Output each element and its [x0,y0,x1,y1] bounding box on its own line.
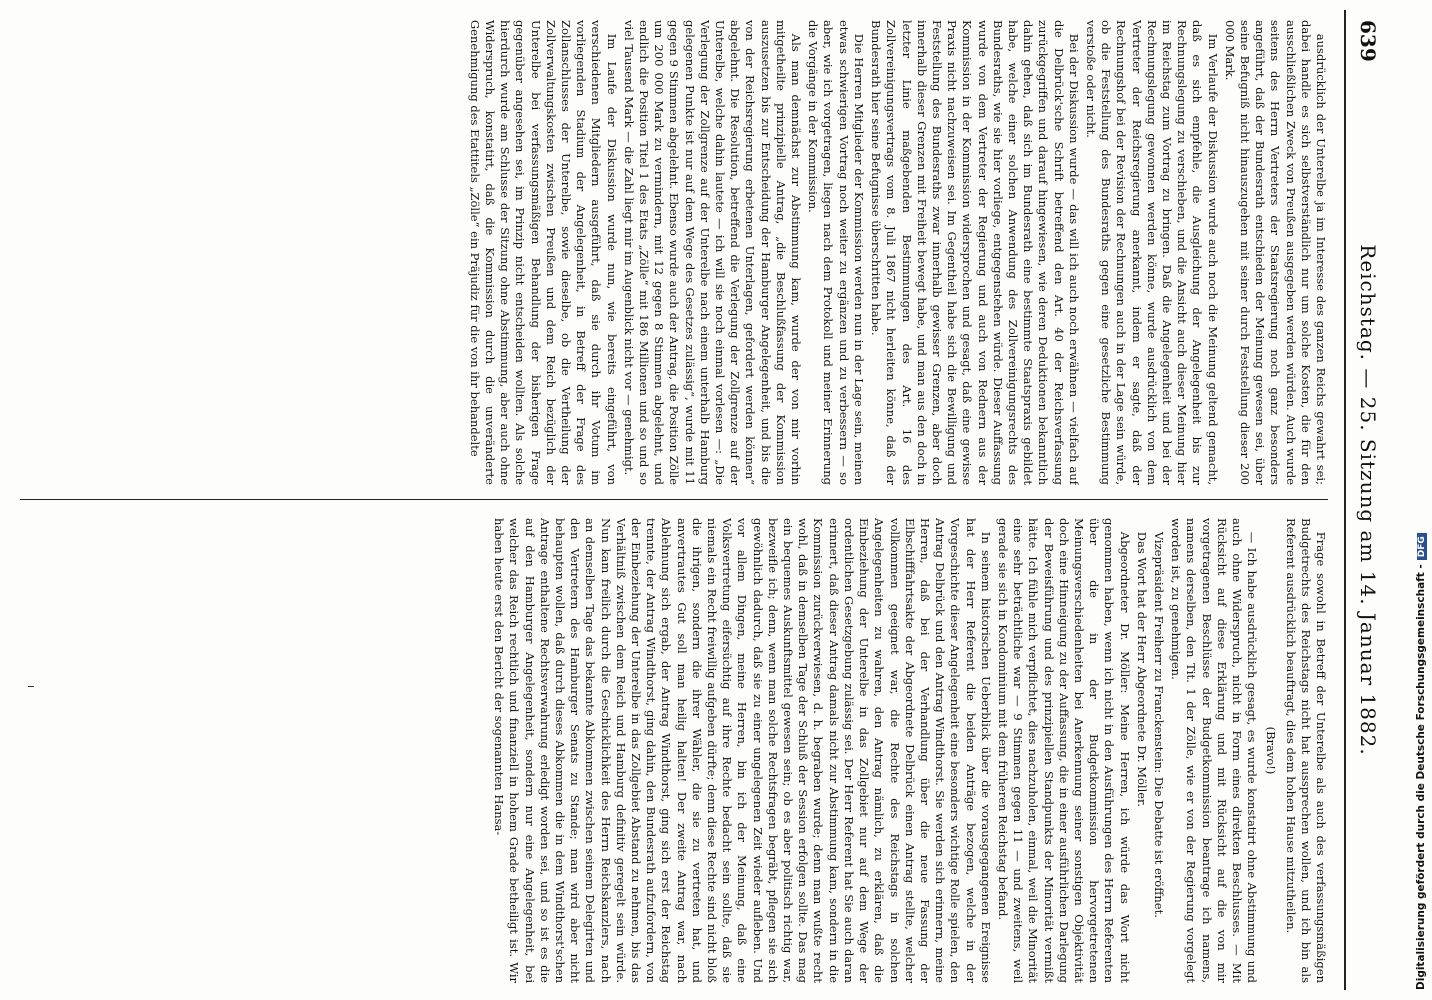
speaker-paragraph: Vizepräsident Freiherr zu Franckenstein: Die Debatte ist eröffnet. [1151,531,1166,918]
running-title: Reichstag. — 25. Sitzung am 14. Januar 1882. [1356,244,1380,756]
paragraph: Die Herren Mitglieder der Kommission werden nun in der Lage sein, meinen etwas schwierigen Vortrag noch weiter zu ergänzen und zu verbessern — so aber, wie ich vorgetragen, liegen nach dem Protokoll und meiner Erinnerung die Vorgänge in der Kommission. [806,20,866,485]
paragraph: Als man demnächst zur Abstimmung kam, wurde der von mir vorhin mitgetheilte prinzipielle Antrag, „die Beschlußfassung der Kommission auszusetzen bis zur Entscheidung der Hamburger Angelegenheit, und bis die von der Reichsregierung erbetenen Unterlagen, gefordert werden können“ abgelehnt. Die Resolution, betreffend die Verlegung der Zollgrenze auf der Unterelbe, welche dahin lautete — ich will sie noch einmal vorlesen —: „Die Verlegung der Zollgrenze auf der Unterelbe nach einem unterhalb Hamburg gelegenen Punkte ist nur auf dem Wege des Gesetzes zulässig“, wurde mit 11 gegen 9 Stimmen abgelehnt. Ebenso wurde auch der Antrag, die Position Zölle um 200 000 Mark zu vermindern, mit 12 gegen 8 Stimmen abgelehnt, und endlich die Position Titel 1 des Etats „Zölle“ mit 186 Millionen und so und so viel Tausend Mark — die Zahl liegt mir im Augenblick nicht vor — genehmigt. [621,20,804,485]
scan-mark [28,686,34,688]
paragraph: Im Verlaufe der Diskussion wurde auch noch die Meinung geltend gemacht, daß es sich empfehle, die Ausgleichung der Angelegenheit bis zur Rechnungslegung zu verschieben, und die Ansicht auch dieser Meinung hier im Reichstag zum Vortrag zu bringen. Daß die Angelegenheit und bei der Rechnungslegung gewonnen werden könne, wurde ausdrücklich von dem Vertreter der Reichsregierung anerkannt, indem er sagte, daß der Rechnungshof bei der Revision der Rechnungen auch in der Lage sein würde, ob die Feststellung des Bundesraths gegen eine gesetzliche Bestimmung verstoße oder nicht. [1083,20,1220,485]
paragraph: Das Wort hat der Herr Abgeordnete Dr. Möller. [1134,531,1149,807]
paragraph: Frage sowohl in Betreff der Unterelbe als auch des verfassungsmäßigen Budgetrechts des Reichstags nicht hat aussprechen wollen, und ich bin als Referent ausdrücklich beauftragt, dies dem hohen Hause mitzutheilen. [1283,518,1328,983]
applause-note: (Bravo!) [1264,726,1279,775]
paragraph: Bei der Diskussion wurde — das will ich auch noch erwähnen — vielfach auf die Delbrück'sche Schrift betreffend den Art. 40 der Reichsverfassung zurückgegriffen und darauf hingewiesen, wie deren Deduktionen bekanntlich dahin gehen, daß sich im Bundesrath eine bestimmte Staatspraxis gebildet habe, welche einer solchen Anwendung des Zollvereinigungsrechts des Bundesraths, wie sie hier vorliege, entgegenstehen würde. Dieser Auffassung wurde von dem Vertreter der Regierung und auch von Rednern aus der Kommission in der Kommission widersprochen und gesagt, daß eine gewisse Praxis nicht nachzuweisen sei. Im Gegentheil habe sich die Bewilligung und Feststellung des Bundesraths zwar innerhalb gewisser Grenzen, aber doch innerhalb dieser Grenzen mit Freiheit bewegt habe, und man aus den doch in letzter Linie maßgebenden Bestimmungen des Art. 16 des Zollvereinigungsvertrags vom 8. Juli 1867 nicht herleiten könne, daß der Bundesrath hier seine Befugnisse überschritten habe. [869,20,1081,485]
paragraph: In seinem historischen Ueberblick über die vorausgegangenen Ereignisse hat der Herr Referent die beiden Anträge bezogen, welche in der Vorgeschichte dieser Angelegenheit eine besonders wichtige Rolle spielen, den Antrag Delbrück und den Antrag Windthorst. Sie werden sich erinnern, meine Herren, daß bei der Verhandlung über die neue Fassung der Elbschifffahrtsakte der Abgeordnete Delbrück einen Antrag stellte, welcher vollkommen geeignet war, die Rechte des Reichstags in solchen Angelegenheiten zu wahren, den Antrag nämlich, zu erklären, daß die Einbeziehung der Unterelbe in das Zollgebiet nur auf dem Wege der ordentlichen Gesetzgebung zulässig sei. Der Herr Referent hat Sie auch daran erinnert, daß dieser Antrag damals nicht zur Abstimmung kam, sondern in die Kommission zurückverwiesen, d. h. begraben wurde; denn man wußte recht wohl, daß in demselben Tage der Schluß der Session erfolgen sollte. Das mag ein bequemes Auskunftsmittel gewesen sein; ob es aber politisch richtig war, bezweifle ich; denn, wenn man solche Rechtsfragen begräbt, pflegen sie sich gewöhnlich dadurch, daß sie zu einer ungelegenen Zeit wieder aufleben. Und vor allem Dingen, meine Herren, bin ich der Meinung, daß eine Volksvertretung eifersüchtig auf ihre Rechte bedacht sein sollte, daß sie niemals ein Recht freiwillig aufgeben dürfte; denn diese Rechte sind nicht bloß die ihrigen, sondern die ihrer Wähler, die sie zu vertreten hat, und anvertrautes Gut soll man heilig halten! Der zweite Antrag war, nach Ablehnung sich ergab, der Antrag Windthorst, ging sich erst der Reichstag trennte, der Antrag Windthorst, ging dahin, den Bundesrath aufzufordern, von der Einbeziehung der Unterelbe in das Zollgebiet Abstand zu nehmen, bis das Verhältniß zwischen dem Reich und Hamburg definitiv geregelt sein würde. Nun kam freilich durch die Geschicklichkeit des Herrn Reichskanzlers, nach an demselben Tage das bekannte Abkommen zwischen seinem Delegirten und den Vertretern des Hamburger Senats zu Stande; man wird aber nicht behaupten wollen, daß durch dieses Abkommen die in dem Windthorst'schen Antrage enthaltene Rechtsverwahrung erledigt worden sei, und so ist es die auf den Hamburger Angelegenheit, sondern nur eine Angelegenheit, bei welcher das Reich rechtlich und finanziell in hohem Grade betheiligt ist. Wir haben heute erst den Bericht der sogenannten Hansa- [492,518,993,983]
footer-text: Digitalisierung gefördert durch die Deutsche Forschungsgemeinschaft - [1415,564,1427,990]
left-column [20,20,1328,485]
paragraph: — Ich habe ausdrücklich gesagt, es wurde konstatirt ohne Abstimmung und auch ohne Widerspruch, nicht in Form eines direkten Beschlusses. — Mit Rücksicht auf diese Erklärung und mit Rücksicht auf die von mir vorgetragenen Beschlüsse der Budgetkommission beantrage ich namens, namens derselben, den Tit. 1 der Zölle, wie er von der Regierung vorgelegt worden ist, zu genehmigen. [1169,518,1260,983]
header-rule [1344,10,1346,990]
page-number: 639 [1356,20,1380,62]
paragraph: ausdrücklich der Unterelbe ja im Interesse des ganzen Reichs gewahrt sei; dabei handle es sich selbstverständlich nur um solche Kosten, die für den ausschließlichen Zweck von Preußen ausgegeben werden würden. Auch wurde seitens des Herrn Vertreters der Staatsregierung noch ganz besonders angeführt, daß der Bundesrath entschieden der Meinung gewesen sei, über seine Befugniß nicht hinauszugehen mit seiner durch Feststellung dieser 200 000 Mark. [1222,20,1328,485]
digitization-footer [1412,0,1432,1000]
dfg-logo: DFG [1417,533,1427,560]
footer-text-container [1415,10,1427,990]
speaker-paragraph: Abgeordneter Dr. Möller: Meine Herren, ich würde das Wort nicht genommen haben, wenn ich nicht in den Ausführungen des Herrn Referenten über die in der Budgetkommission hervorgetretenen Meinungsverschiedenheiten bei Anerkennung seiner sonstigen Objektivität doch eine Hinneigung zu der Auffassung, die in einer ausführlichen Darlegung der Beweisführung und des prinzipiellen Standpunkts der Minorität vermißt hätte. Ich fühle mich verpflichtet, dies nachzuholen, einmal, weil die Minorität eine sehr beträchtliche war — 9 Stimmen gegen 11 — und zweitens, weil gerade sie sich in Kondominium mit dem früheren Reichstag befand. [995,518,1132,983]
page-header [1338,0,1388,1000]
paragraph: Im Laufe der Diskussion wurde nun, wie bereits eingeführt, von verschiedenen Mitgliedern ausgeführt, daß sie durch ihr Votum im vorliegenden Stadium der Angelegenheit, in Betreff der Frage des Zollanschlusses der Unterelbe, sowie dieselbe, ob die Vertheilung der Zollverwaltungskosten zwischen Preußen und dem Reich bezüglich der Unterelbe bei verfassungsmäßigen Behandlung der bisherigen Frage gegenüber angesehen sei, im Prinzip nicht entscheiden wollten. Als solche hierdurch wurde am Schlusse der Sitzung ohne Abstimmung, aber auch ohne Widerspruch, konstatirt, daß die Kommission durch die unveränderte Genehmigung des Etattitels „Zölle“ ein Präjudiz für die von ihr behandelte [467,20,619,485]
right-column [20,518,1328,983]
column-divider [20,499,1328,500]
